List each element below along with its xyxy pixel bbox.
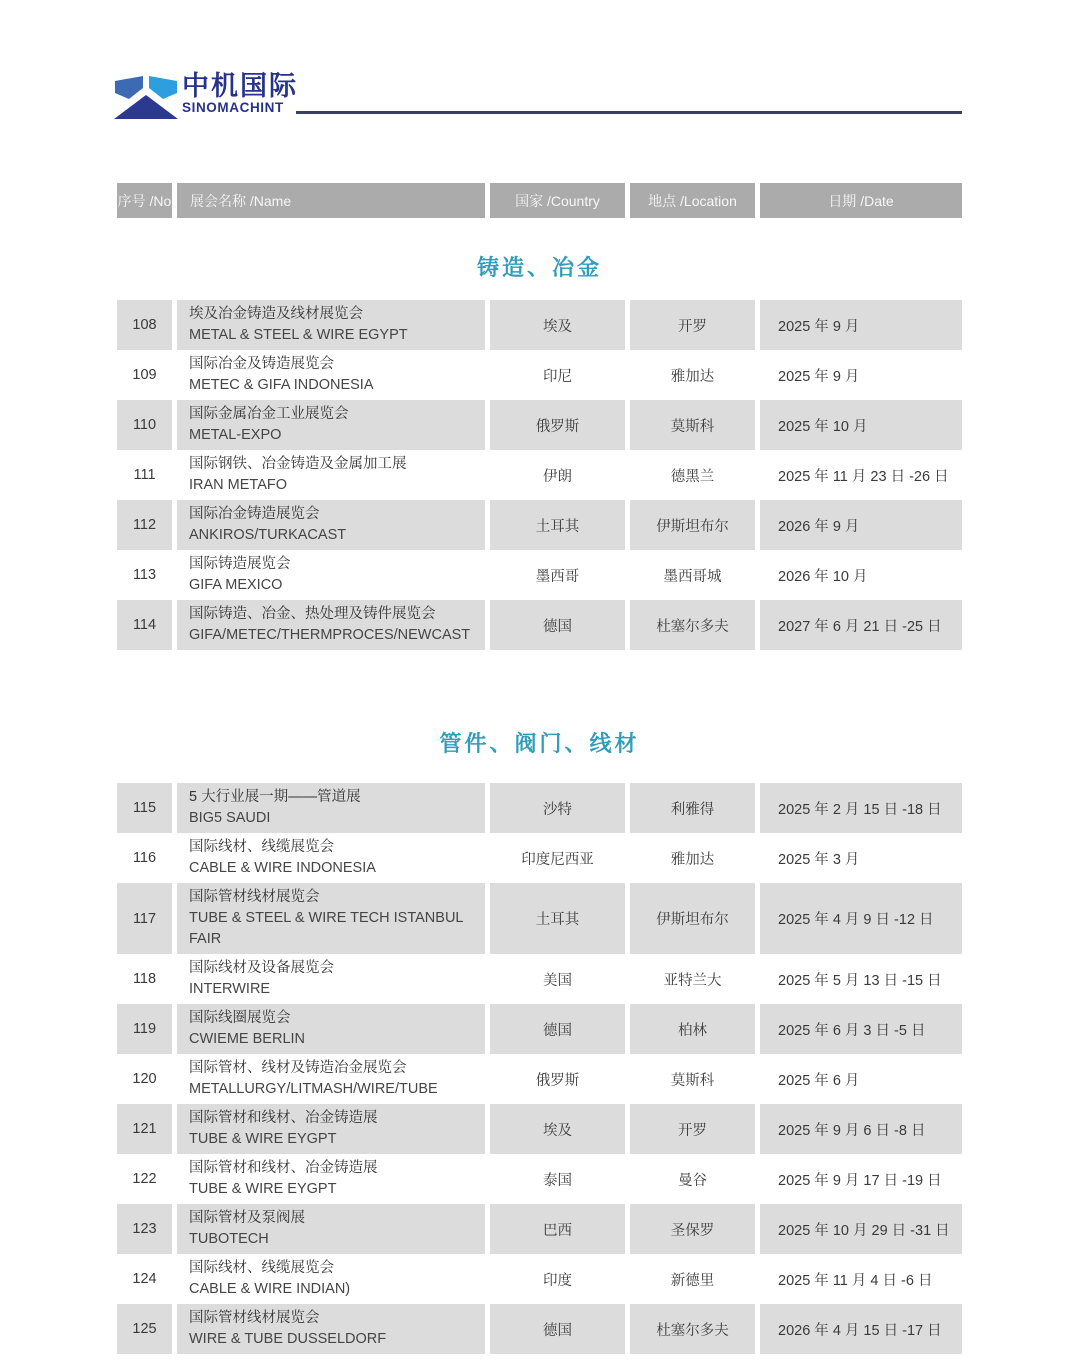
table-row — [117, 783, 962, 833]
cell-name — [177, 300, 485, 350]
header-rule — [296, 111, 962, 114]
exhibition-name-cn: 国际冶金及铸造展览会 — [189, 356, 334, 372]
exhibition-name-cn: 国际铸造、冶金、热处理及铸件展览会 — [189, 606, 436, 622]
cell-date: 2026 年 9 月 — [760, 500, 962, 550]
exhibition-name-cn: 国际钢铁、冶金铸造及金属加工展 — [189, 456, 407, 472]
cell-location: 伊斯坦布尔 — [630, 500, 755, 550]
table-row — [117, 1154, 962, 1204]
table-row — [117, 833, 962, 883]
cell-country: 德国 — [490, 1004, 625, 1054]
table-header-row — [117, 183, 962, 218]
cell-location: 伊斯坦布尔 — [630, 883, 755, 954]
cell-date: 2025 年 10 月 — [760, 400, 962, 450]
exhibition-name-en: METALLURGY/LITMASH/WIRE/TUBE — [189, 1081, 438, 1097]
cell-no: 122 — [117, 1154, 172, 1204]
cell-date: 2025 年 6 月 3 日 -5 日 — [760, 1004, 962, 1054]
exhibition-name-cn: 国际金属冶金工业展览会 — [189, 406, 349, 422]
header-cell-name: 展会名称 /Name — [177, 183, 485, 218]
cell-country: 伊朗 — [490, 450, 625, 500]
cell-no: 117 — [117, 883, 172, 954]
cell-name — [177, 883, 485, 954]
cell-country: 印度尼西亚 — [490, 833, 625, 883]
cell-date: 2025 年 2 月 15 日 -18 日 — [760, 783, 962, 833]
cell-location: 开罗 — [630, 300, 755, 350]
cell-location: 新德里 — [630, 1254, 755, 1304]
exhibition-name-en: CWIEME BERLIN — [189, 1031, 306, 1047]
cell-location: 莫斯科 — [630, 400, 755, 450]
exhibition-name-en: GIFA/METEC/THERMPROCES/NEWCAST — [189, 627, 471, 643]
cell-name — [177, 500, 485, 550]
exhibition-name-en: TUBE & STEEL & WIRE TECH ISTANBUL FAIR — [189, 910, 463, 947]
brand-name-cn: 中机国际 — [182, 71, 298, 101]
exhibition-name-cn: 埃及冶金铸造及线材展览会 — [189, 306, 363, 322]
cell-date: 2025 年 6 月 — [760, 1054, 962, 1104]
header-cell-date: 日期 /Date — [760, 183, 962, 218]
cell-date: 2026 年 10 月 — [760, 550, 962, 600]
table-row — [117, 600, 962, 650]
cell-name — [177, 1154, 485, 1204]
cell-date: 2025 年 9 月 — [760, 350, 962, 400]
cell-name — [177, 954, 485, 1004]
exhibition-name-en: IRAN METAFO — [189, 477, 288, 493]
cell-country: 德国 — [490, 1304, 625, 1354]
exhibition-name-en: CABLE & WIRE INDONESIA — [189, 860, 376, 876]
table-row — [117, 300, 962, 350]
sections-container — [117, 254, 962, 1354]
exhibition-name-cn: 国际管材及泵阀展 — [189, 1210, 305, 1226]
cell-date: 2025 年 11 月 23 日 -26 日 — [760, 450, 962, 500]
cell-country: 德国 — [490, 600, 625, 650]
cell-name — [177, 783, 485, 833]
cell-name — [177, 1204, 485, 1254]
cell-location: 德黑兰 — [630, 450, 755, 500]
cell-name — [177, 1304, 485, 1354]
cell-no: 114 — [117, 600, 172, 650]
sinomachint-logo-icon — [114, 72, 178, 122]
exhibition-name-cn: 国际冶金铸造展览会 — [189, 506, 320, 522]
exhibition-name-cn: 国际管材线材展览会 — [189, 1310, 320, 1326]
exhibition-name-cn: 国际铸造展览会 — [189, 556, 291, 572]
brand-header — [114, 72, 298, 122]
exhibition-name-en: WIRE & TUBE DUSSELDORF — [189, 1331, 387, 1347]
cell-country: 埃及 — [490, 1104, 625, 1154]
cell-no: 125 — [117, 1304, 172, 1354]
cell-country: 巴西 — [490, 1204, 625, 1254]
cell-country: 沙特 — [490, 783, 625, 833]
cell-location: 曼谷 — [630, 1154, 755, 1204]
cell-name — [177, 1054, 485, 1104]
cell-country: 泰国 — [490, 1154, 625, 1204]
cell-date: 2025 年 9 月 — [760, 300, 962, 350]
table-row — [117, 883, 962, 954]
exhibition-name-en: METAL-EXPO — [189, 427, 282, 443]
cell-name — [177, 1254, 485, 1304]
table-row — [117, 954, 962, 1004]
header-cell-location: 地点 /Location — [630, 183, 755, 218]
cell-no: 113 — [117, 550, 172, 600]
exhibition-name-en: TUBE & WIRE EYGPT — [189, 1131, 337, 1147]
exhibition-name-en: INTERWIRE — [189, 981, 271, 997]
exhibition-name-cn: 国际线圈展览会 — [189, 1010, 291, 1026]
exhibition-name-en: ANKIROS/TURKACAST — [189, 527, 347, 543]
exhibition-table — [117, 183, 962, 1354]
cell-no: 123 — [117, 1204, 172, 1254]
cell-no: 109 — [117, 350, 172, 400]
header-cell-no: 序号 /No — [117, 183, 172, 218]
cell-name — [177, 550, 485, 600]
exhibition-name-cn: 国际线材及设备展览会 — [189, 960, 334, 976]
cell-country: 印尼 — [490, 350, 625, 400]
cell-date: 2027 年 6 月 21 日 -25 日 — [760, 600, 962, 650]
cell-country: 俄罗斯 — [490, 1054, 625, 1104]
exhibition-name-cn: 国际管材线材展览会 — [189, 889, 320, 905]
cell-location: 莫斯科 — [630, 1054, 755, 1104]
cell-country: 俄罗斯 — [490, 400, 625, 450]
cell-no: 116 — [117, 833, 172, 883]
cell-location: 雅加达 — [630, 833, 755, 883]
cell-date: 2025 年 3 月 — [760, 833, 962, 883]
cell-no: 119 — [117, 1004, 172, 1054]
cell-date: 2025 年 4 月 9 日 -12 日 — [760, 883, 962, 954]
exhibition-name-en: CABLE & WIRE INDIAN) — [189, 1281, 351, 1297]
cell-no: 110 — [117, 400, 172, 450]
cell-name — [177, 350, 485, 400]
cell-name — [177, 450, 485, 500]
cell-name — [177, 1004, 485, 1054]
cell-date: 2025 年 5 月 13 日 -15 日 — [760, 954, 962, 1004]
cell-no: 121 — [117, 1104, 172, 1154]
cell-no: 115 — [117, 783, 172, 833]
cell-location: 开罗 — [630, 1104, 755, 1154]
exhibition-name-cn: 5 大行业展一期——管道展 — [189, 789, 361, 805]
brand-name-en: SINOMACHINT — [182, 100, 284, 116]
table-row — [117, 1104, 962, 1154]
cell-location: 利雅得 — [630, 783, 755, 833]
cell-name — [177, 400, 485, 450]
cell-date: 2025 年 10 月 29 日 -31 日 — [760, 1204, 962, 1254]
cell-location: 墨西哥城 — [630, 550, 755, 600]
cell-name — [177, 600, 485, 650]
table-row — [117, 450, 962, 500]
cell-location: 柏林 — [630, 1004, 755, 1054]
cell-date: 2026 年 4 月 15 日 -17 日 — [760, 1304, 962, 1354]
exhibition-name-en: TUBE & WIRE EYGPT — [189, 1181, 337, 1197]
table-row — [117, 500, 962, 550]
cell-no: 111 — [117, 450, 172, 500]
exhibition-name-cn: 国际线材、线缆展览会 — [189, 839, 334, 855]
table-row — [117, 350, 962, 400]
section-table — [117, 300, 962, 650]
section-title: 铸造、冶金 — [476, 255, 602, 280]
cell-location: 亚特兰大 — [630, 954, 755, 1004]
cell-country: 印度 — [490, 1254, 625, 1304]
exhibition-name-cn: 国际管材和线材、冶金铸造展 — [189, 1110, 378, 1126]
exhibition-name-cn: 国际线材、线缆展览会 — [189, 1260, 334, 1276]
cell-location: 圣保罗 — [630, 1204, 755, 1254]
cell-country: 墨西哥 — [490, 550, 625, 600]
cell-location: 杜塞尔多夫 — [630, 600, 755, 650]
cell-date: 2025 年 9 月 17 日 -19 日 — [760, 1154, 962, 1204]
cell-no: 124 — [117, 1254, 172, 1304]
cell-no: 120 — [117, 1054, 172, 1104]
table-row — [117, 550, 962, 600]
cell-no: 112 — [117, 500, 172, 550]
cell-location: 杜塞尔多夫 — [630, 1304, 755, 1354]
cell-country: 埃及 — [490, 300, 625, 350]
table-row — [117, 400, 962, 450]
exhibition-name-en: BIG5 SAUDI — [189, 810, 271, 826]
section-table — [117, 783, 962, 1354]
section-title: 管件、阀门、线材 — [439, 731, 640, 756]
cell-country: 土耳其 — [490, 500, 625, 550]
cell-no: 118 — [117, 954, 172, 1004]
table-row — [117, 1304, 962, 1354]
cell-country: 美国 — [490, 954, 625, 1004]
exhibition-name-en: GIFA MEXICO — [189, 577, 283, 593]
table-row — [117, 1204, 962, 1254]
cell-date: 2025 年 11 月 4 日 -6 日 — [760, 1254, 962, 1304]
brand-text — [182, 72, 298, 116]
cell-location: 雅加达 — [630, 350, 755, 400]
cell-date: 2025 年 9 月 6 日 -8 日 — [760, 1104, 962, 1154]
cell-name — [177, 833, 485, 883]
header-cell-country: 国家 /Country — [490, 183, 625, 218]
exhibition-name-en: METAL & STEEL & WIRE EGYPT — [189, 327, 408, 343]
table-row — [117, 1054, 962, 1104]
table-row — [117, 1004, 962, 1054]
cell-name — [177, 1104, 485, 1154]
table-row — [117, 1254, 962, 1304]
exhibition-name-en: TUBOTECH — [189, 1231, 269, 1247]
exhibition-name-en: METEC & GIFA INDONESIA — [189, 377, 374, 393]
exhibition-name-cn: 国际管材和线材、冶金铸造展 — [189, 1160, 378, 1176]
cell-no: 108 — [117, 300, 172, 350]
cell-country: 土耳其 — [490, 883, 625, 954]
exhibition-name-cn: 国际管材、线材及铸造冶金展览会 — [189, 1060, 407, 1076]
